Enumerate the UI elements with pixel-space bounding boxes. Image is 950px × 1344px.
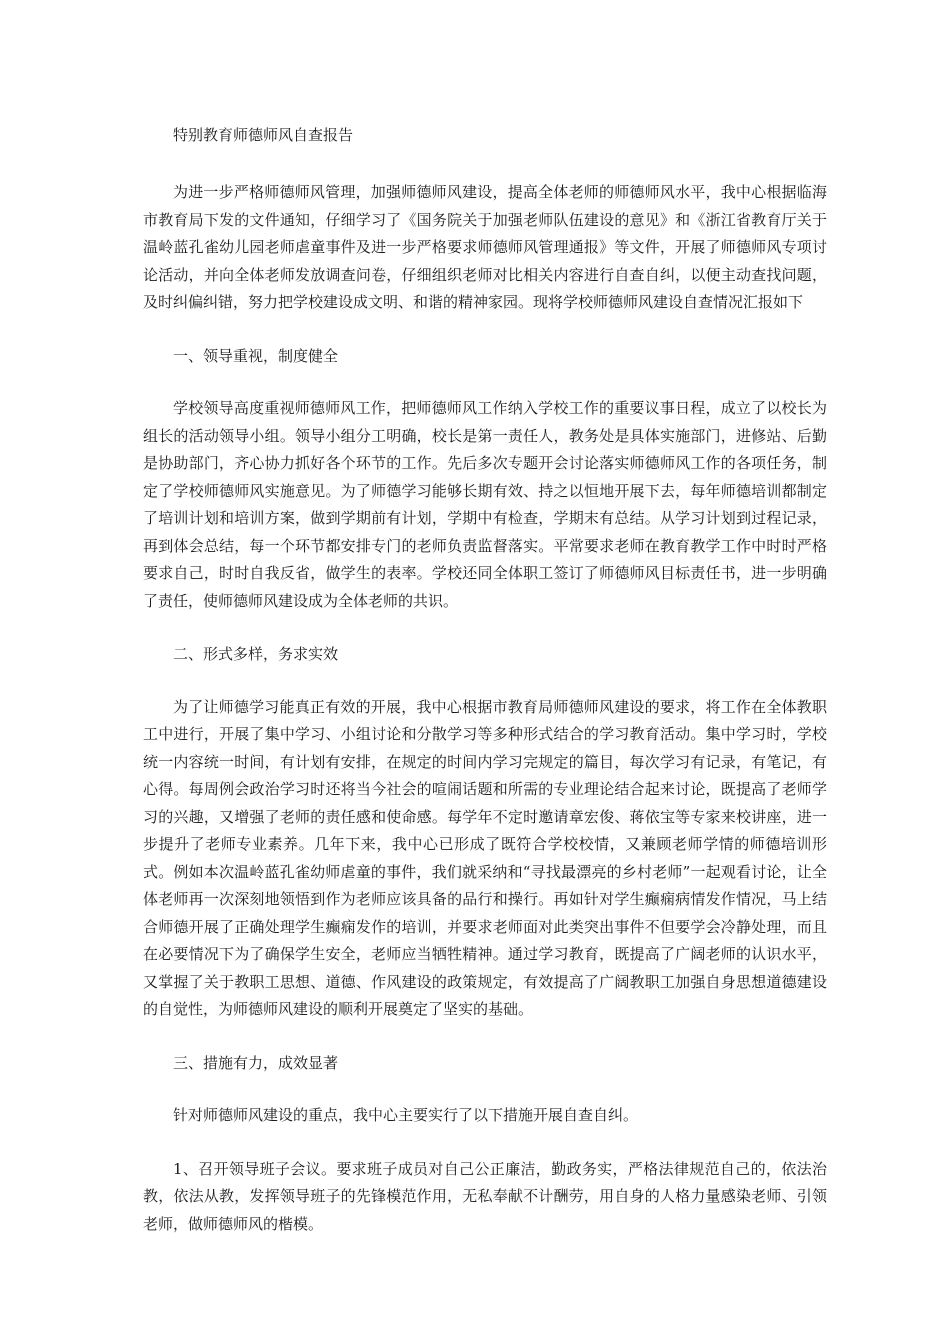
- section-heading-2: 二、形式多样，务求实效: [173, 645, 339, 663]
- document-page: [143, 122, 827, 1238]
- document-title: 特别教育师德师风自查报告: [173, 126, 354, 144]
- section-3-intro-paragraph: 针对师德师风建设的重点，我中心主要实行了以下措施开展自查自纠。: [173, 1106, 639, 1124]
- section-heading-1: 一、领导重视，制度健全: [173, 346, 339, 365]
- section-1-paragraph: 学校领导高度重视师德师风工作，把师德师风工作纳入学校工作的重要议事日程，成立了以校长为组长的活动领导小组。领导小组分工明确，校长是第一责任人，教务处是具体实施部门，进修站、后勤是协助部门，齐心协力抓好各个环节的工作。先后多次专题开会讨论落实师德师风工作的各项任务，制定了学校师德师风实施意见。为了师德学习能够长期有效、持之以恒地开展下去，每年师德培训都制定了培训计划和培训方案，做到学期前有计划，学期中有检查，学期末有总结。从学习计划到过程记录，再到体会总结，每一个环节都安排专门的老师负责监督落实。平常要求老师在教育教学工作中时时严格要求自己，时时自我反省，做学生的表率。学校还同全体职工签订了师德师风目标责任书，进一步明确了责任，使师德师风建设成为全体老师的共识。: [143, 399, 827, 610]
- measure-1-paragraph: 1、召开领导班子会议。要求班子成员对自己公正廉洁，勤政务实，严格法律规范自己的，依法治教，依法从教，发挥领导班子的先锋模范作用，无私奉献不计酬劳，用自身的人格力量感染老师、引领老师，做师德师风的楷模。: [143, 1159, 827, 1233]
- section-2-paragraph: 为了让师德学习能真正有效的开展，我中心根据市教育局师德师风建设的要求，将工作在全体教职工中进行，开展了集中学习、小组讨论和分散学习等多种形式结合的学习教育活动。集中学习时，学校统一内容统一时间，有计划有安排，在规定的时间内学习完规定的篇目，每次学习有记录，有笔记，有心得。每周例会政治学习时还将当今社会的喧闹话题和所需的专业理论结合起来讨论，既提高了老师学习的兴趣，又增强了老师的责任感和使命感。每学年不定时邀请章宏俊、蒋依宝等专家来校讲座，进一步提升了老师专业素养。几年下来，我中心已形成了既符合学校校情，又兼顾老师学情的师德培训形式。例如本次温岭蓝孔雀幼师虐童的事件，我们就采纳和“寻找最漂亮的乡村老师”一起观看讨论，让全体老师再一次深刻地领悟到作为老师应该具备的品行和操行。再如针对学生癫痫病情发作情况，马上结合师德开展了正确处理学生癫痫发作的培训，并要求老师面对此类突出事件不但要学会冷静处理，而且在必要情况下为了确保学生安全，老师应当牺牲精神。通过学习教育，既提高了广阔老师的认识水平，又掌握了关于教职工思想、道德、作风建设的政策规定，有效提高了广阔教职工加强自身思想道德建设的自觉性，为师德师风建设的顺利开展奠定了坚实的基础。: [143, 697, 827, 1018]
- section-heading-3: 三、措施有力，成效显著: [173, 1053, 339, 1072]
- intro-paragraph: 为进一步严格师德师风管理，加强师德师风建设，提高全体老师的师德师风水平，我中心根据临海市教育局下发的文件通知，仔细学习了《国务院关于加强老师队伍建设的意见》和《浙江省教育厅关于温岭蓝孔雀幼儿园老师虐童事件及进一步严格要求师德师风管理通报》等文件，开展了师德师风专项讨论活动，并向全体老师发放调查问卷，仔细组织老师对比相关内容进行自查自纠，以便主动查找问题，及时纠偏纠错，努力把学校建设成文明、和谐的精神家园。现将学校师德师风建设自查情况汇报如下: [143, 183, 827, 311]
